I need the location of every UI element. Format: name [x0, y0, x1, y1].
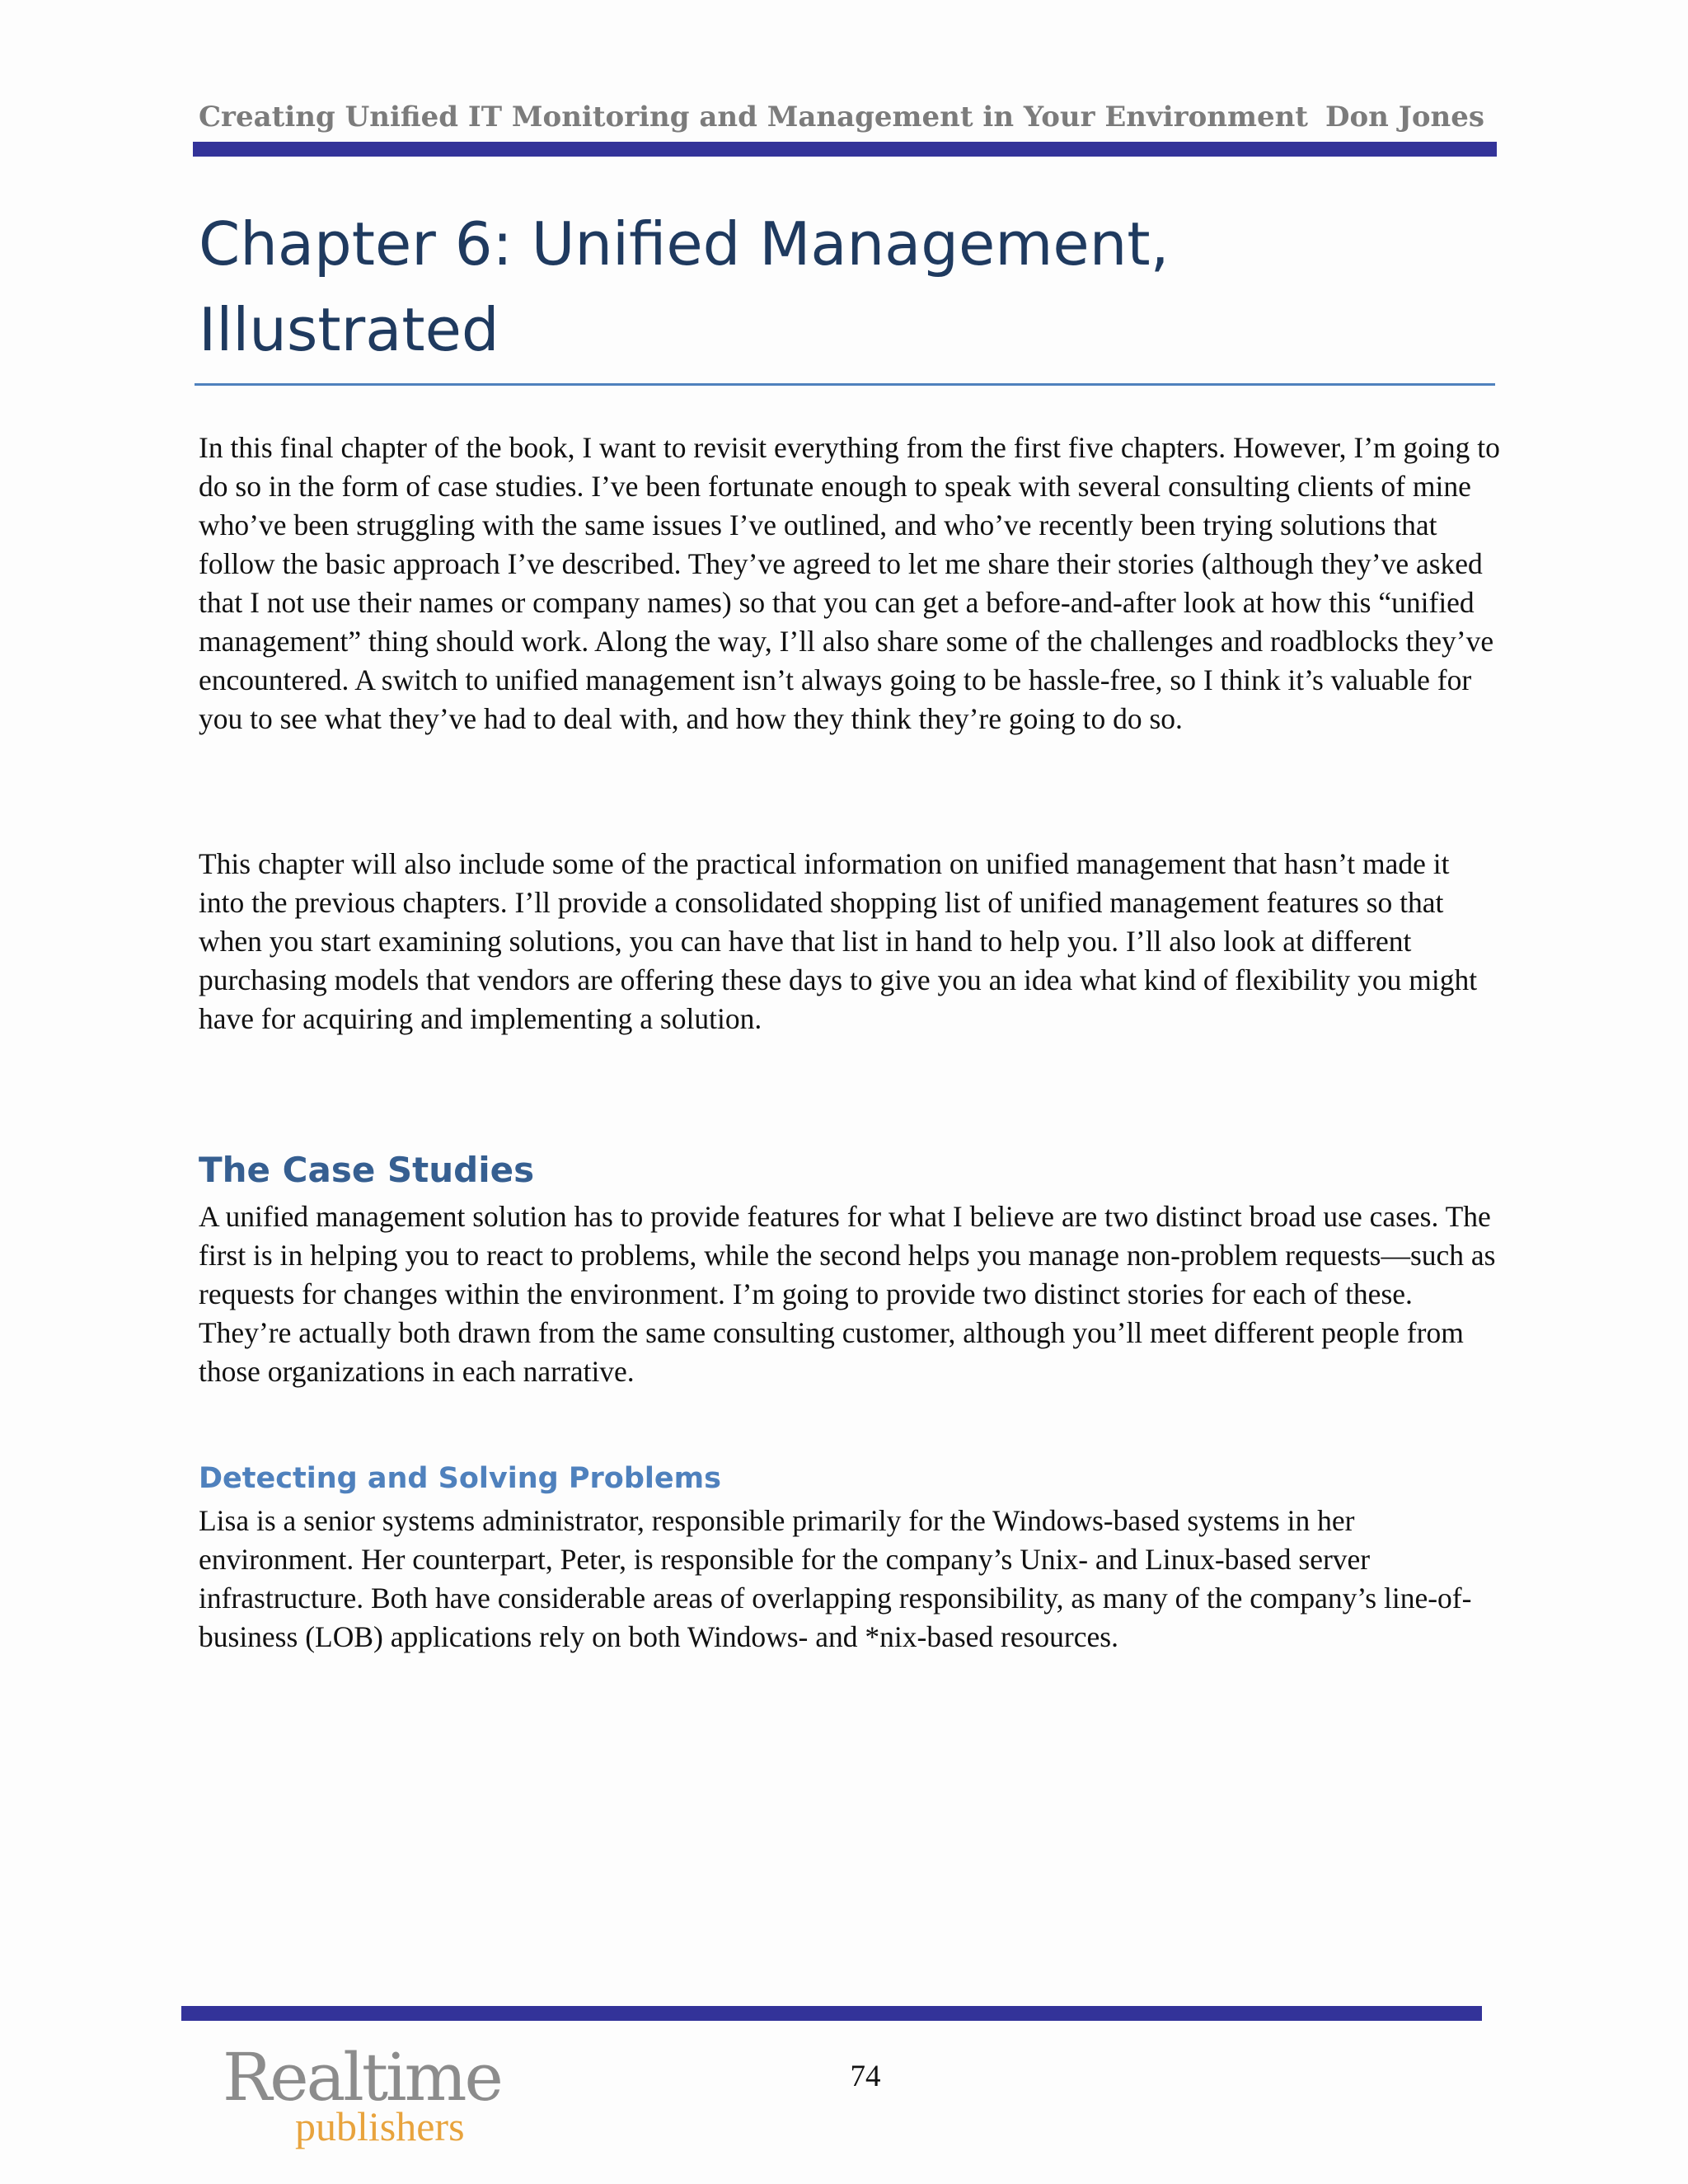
header-rule	[193, 142, 1497, 157]
footer-rule	[181, 2006, 1482, 2021]
subsection-heading-detecting: Detecting and Solving Problems	[199, 1462, 721, 1495]
intro-paragraph-1: In this final chapter of the book, I want to revisit everything from the first five chapters. However, I’m going to do so in the form of case studies. I’ve been fortunate enough to speak with several consulting clients of mine who’ve been struggling with the same issues I’ve outlined, and who’ve recently been trying solutions that follow the basic approach I’ve described. They’ve agreed to let me share their stories (although they’ve asked that I not use their names or company names) so that you can get a before-and-after look at how this “unified management” thing should work. Along the way, I’ll also share some of the challenges and roadblocks they’ve encountered. A switch to unified management isn’t always going to be hassle-free, so I think it’s valuable for you to see what they’ve had to deal with, and how they think they’re going to do so.	[199, 431, 1500, 735]
logo-wordmark-bottom: publishers	[295, 2103, 465, 2149]
realtime-publishers-logo	[223, 2039, 501, 2149]
case-studies-paragraph: A unified management solution has to provide features for what I believe are two distinct broad use cases. The first is in helping you to react to problems, while the second helps you manage non-problem requests—such as requests for changes within the environment. I’m going to provide two distinct stories for each of these. They’re actually both drawn from the same consulting customer, although you’ll meet different people from those organizations in each narrative.	[199, 1200, 1496, 1388]
page-number: 74	[850, 2060, 881, 2093]
chapter-title	[199, 201, 1353, 373]
chapter-title-line-1: Chapter 6: Unified Management,	[199, 209, 1170, 279]
logo-wordmark-top: Realtime	[223, 2039, 501, 2116]
chapter-title-rule	[195, 383, 1495, 386]
detecting-paragraph: Lisa is a senior systems administrator, responsible primarily for the Windows-based systems in her environment. Her counterpart, Peter, is responsible for the company’s Unix- and Linux-based server infrastructure. Both have considerable areas of overlapping responsibility, as many of the company’s line-of-business (LOB) applications rely on both Windows- and *nix-based resources.	[199, 1504, 1472, 1653]
header-book-title: Creating Unified IT Monitoring and Management in Your Environment	[199, 101, 1309, 134]
section-heading-case-studies: The Case Studies	[199, 1150, 535, 1190]
header-author: Don Jones	[1325, 101, 1484, 134]
chapter-title-line-2: Illustrated	[199, 295, 499, 364]
running-header	[199, 96, 1484, 142]
intro-paragraph-2: This chapter will also include some of the practical information on unified management that hasn’t made it into the previous chapters. I’ll provide a consolidated shopping list of unified management features so that when you start examining solutions, you can have that list in hand to help you. I’ll also look at different purchasing models that vendors are offering these days to give you an idea what kind of flexibility you might have for acquiring and implementing a solution.	[199, 847, 1478, 1035]
